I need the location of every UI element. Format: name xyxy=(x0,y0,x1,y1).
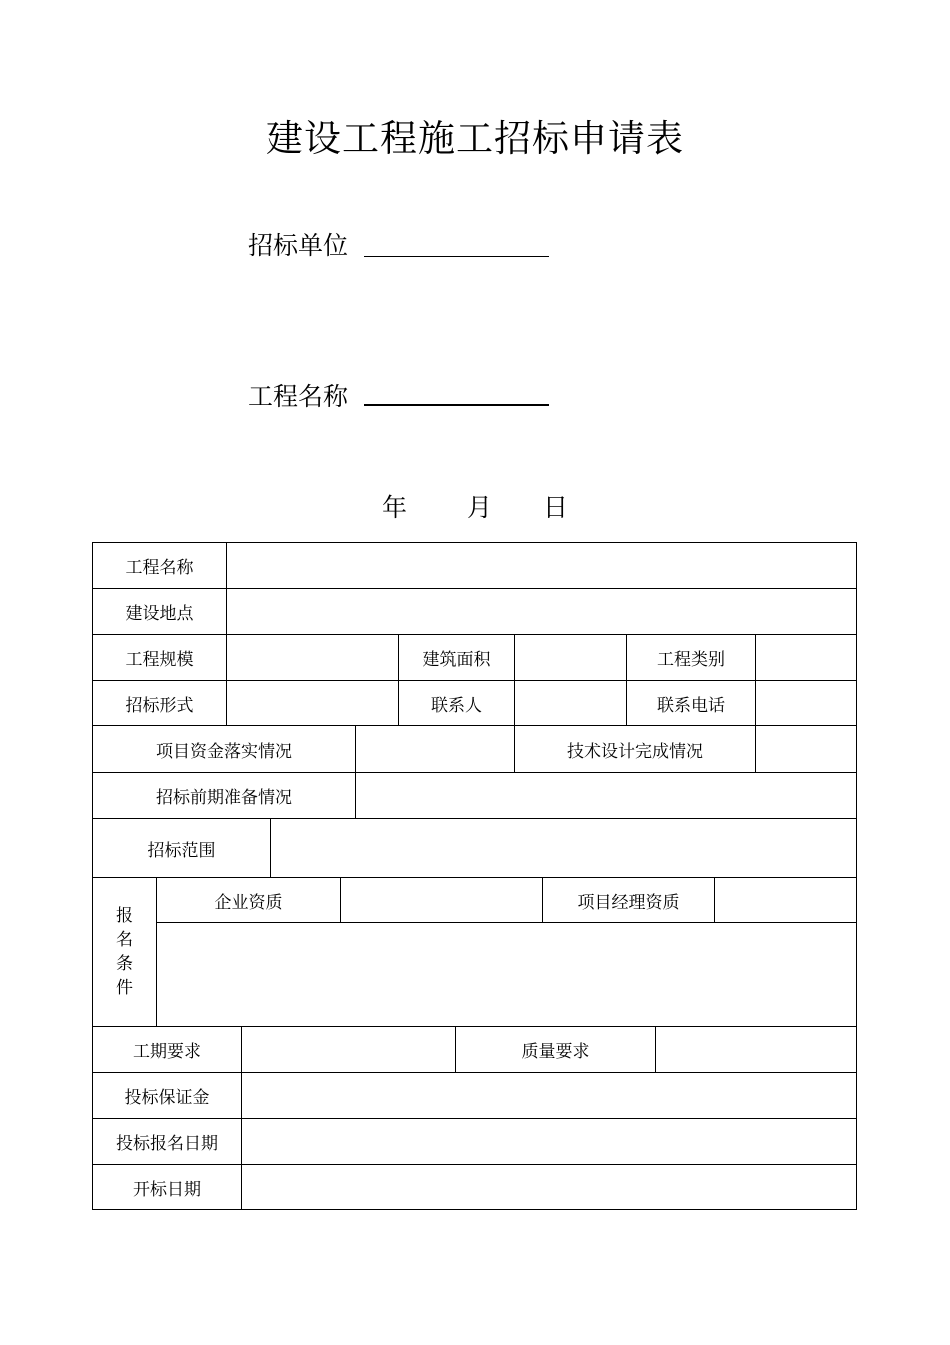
reg-cond-char: 名 xyxy=(116,930,133,950)
reg-cond-char: 件 xyxy=(116,978,133,998)
quality-label: 质量要求 xyxy=(455,1026,656,1073)
tech-design-value[interactable] xyxy=(755,725,857,773)
project-name-label: 工程名称 xyxy=(92,542,227,589)
site-label: 建设地点 xyxy=(92,588,227,635)
contact-value[interactable] xyxy=(514,680,627,726)
project-type-label: 工程类别 xyxy=(626,634,756,681)
pm-qual-label: 项目经理资质 xyxy=(542,877,715,923)
prep-label: 招标前期准备情况 xyxy=(92,772,356,819)
project-name-header-field[interactable] xyxy=(364,404,549,406)
date-month: 月 xyxy=(467,493,493,522)
registration-conditions-label xyxy=(92,877,157,1027)
registration-conditions-value[interactable] xyxy=(156,922,857,1027)
registration-date-label: 投标报名日期 xyxy=(92,1118,242,1165)
scope-value[interactable] xyxy=(270,818,857,878)
reg-cond-char: 报 xyxy=(116,906,133,926)
scale-value[interactable] xyxy=(226,634,399,681)
project-type-value[interactable] xyxy=(755,634,857,681)
duration-value[interactable] xyxy=(241,1026,456,1073)
building-area-label: 建筑面积 xyxy=(398,634,515,681)
registration-date-value[interactable] xyxy=(241,1118,857,1165)
pm-qual-value[interactable] xyxy=(714,877,857,923)
scale-label: 工程规模 xyxy=(92,634,227,681)
bond-label: 投标保证金 xyxy=(92,1072,242,1119)
tender-unit-label: 招标单位 xyxy=(248,231,349,260)
funding-label: 项目资金落实情况 xyxy=(92,725,356,773)
tender-unit-field[interactable] xyxy=(364,256,549,257)
funding-value[interactable] xyxy=(355,725,515,773)
scope-label: 招标范围 xyxy=(92,818,271,878)
quality-value[interactable] xyxy=(655,1026,857,1073)
opening-date-label: 开标日期 xyxy=(92,1164,242,1210)
site-value[interactable] xyxy=(226,588,857,635)
date-day: 日 xyxy=(543,493,569,522)
bond-value[interactable] xyxy=(241,1072,857,1119)
phone-label: 联系电话 xyxy=(626,680,756,726)
company-qual-label: 企业资质 xyxy=(156,877,341,923)
building-area-value[interactable] xyxy=(514,634,627,681)
tender-form-value[interactable] xyxy=(226,680,399,726)
opening-date-value[interactable] xyxy=(241,1164,857,1210)
prep-value[interactable] xyxy=(355,772,857,819)
project-name-header-label: 工程名称 xyxy=(248,382,349,411)
project-name-value[interactable] xyxy=(226,542,857,589)
contact-label: 联系人 xyxy=(398,680,515,726)
duration-label: 工期要求 xyxy=(92,1026,242,1073)
tech-design-label: 技术设计完成情况 xyxy=(514,725,756,773)
tender-form-label: 招标形式 xyxy=(92,680,227,726)
date-year: 年 xyxy=(382,493,408,522)
page-title: 建设工程施工招标申请表 xyxy=(266,117,684,160)
reg-cond-char: 条 xyxy=(116,954,133,974)
company-qual-value[interactable] xyxy=(340,877,543,923)
phone-value[interactable] xyxy=(755,680,857,726)
